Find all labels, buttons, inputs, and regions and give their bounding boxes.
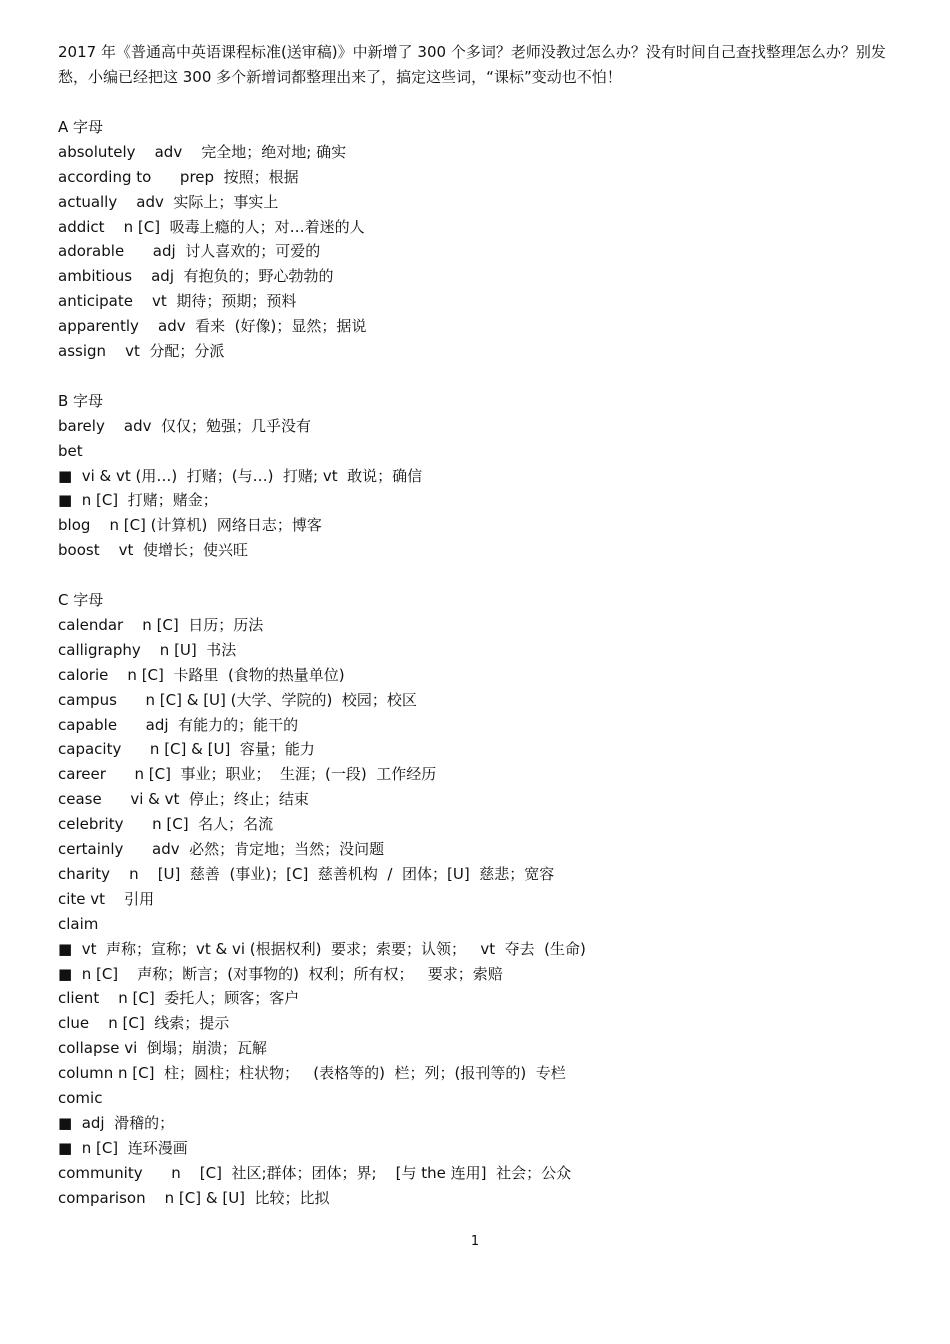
word-entry: clue n [C] 线索；提示 <box>58 1014 230 1033</box>
word-entry: absolutely adv 完全地；绝对地; 确实 <box>58 142 347 161</box>
word-entry: apparently adv 看来 (好像)；显然；据说 <box>58 317 367 336</box>
word-entry: ■ n [C] 连环漫画 <box>58 1138 188 1157</box>
word-entry: charity n [U] 慈善 (事业)；[C] 慈善机构 / 团体；[U] 慈悲；宽容 <box>58 864 555 883</box>
word-entry: calendar n [C] 日历；历法 <box>58 616 264 635</box>
page-number: 1 <box>470 1234 480 1249</box>
word-entry: anticipate vt 期待；预期；预料 <box>58 292 297 311</box>
word-entry: ■ n [C] 声称；断言；(对事物的) 权利；所有权； 要求；索赔 <box>58 964 503 983</box>
word-entry: capacity n [C] & [U] 容量；能力 <box>58 740 315 759</box>
word-entry: boost vt 使增长；使兴旺 <box>58 541 248 560</box>
section-2 <box>58 588 908 1210</box>
word-entry: ambitious adj 有抱负的；野心勃勃的 <box>58 267 334 286</box>
section-heading: B 字母 <box>58 391 104 410</box>
word-entry: cite vt 引用 <box>58 889 155 908</box>
word-entry: actually adv 实际上；事实上 <box>58 192 279 211</box>
word-entry: campus n [C] & [U] (大学、学院的) 校园；校区 <box>58 690 417 709</box>
word-entry: calorie n [C] 卡路里 (食物的热量单位) <box>58 665 345 684</box>
intro-paragraph: 2017 年《普通高中英语课程标准(送审稿)》中新增了 300 个多词？老师没教过怎么办？没有时间自己查找整理怎么办？别发愁，小编已经把这 300 多个新增词都整理出来了，搞定这些词，“课标”变动也不怕！ <box>58 43 886 86</box>
word-entry: addict n [C] 吸毒上瘾的人；对…着迷的人 <box>58 217 365 236</box>
word-entry: blog n [C] (计算机) 网络日志；博客 <box>58 516 322 535</box>
word-entry: client n [C] 委托人；顾客；客户 <box>58 989 300 1008</box>
word-entry: comparison n [C] & [U] 比较；比拟 <box>58 1188 330 1207</box>
section-0 <box>58 115 908 364</box>
word-entry: ■ vi & vt (用…) 打赌；(与…) 打赌; vt 敢说；确信 <box>58 466 423 485</box>
word-entry: ■ adj 滑稽的； <box>58 1113 175 1132</box>
word-entry: collapse vi 倒塌；崩溃；瓦解 <box>58 1039 267 1058</box>
word-entry: ■ vt 声称；宣称；vt & vi (根据权利) 要求；索要；认领； vt 夺去 (生命) <box>58 939 586 958</box>
word-entry: certainly adv 必然；肯定地；当然；没问题 <box>58 840 385 859</box>
section-heading: C 字母 <box>58 591 104 610</box>
word-entry: according to prep 按照；根据 <box>58 167 299 186</box>
word-entry: comic <box>58 1088 103 1107</box>
document-page <box>58 40 908 1210</box>
word-entry: ■ n [C] 打赌；赌金； <box>58 491 218 510</box>
word-entry: cease vi & vt 停止；终止；结束 <box>58 790 309 809</box>
word-entry: community n [C] 社区;群体；团体；界; [与 the 连用] 社会；公众 <box>58 1163 572 1182</box>
word-entry: career n [C] 事业；职业； 生涯；(一段) 工作经历 <box>58 765 437 784</box>
section-1 <box>58 389 908 563</box>
word-entry: barely adv 仅仅；勉强；几乎没有 <box>58 416 312 435</box>
sections-container <box>58 115 908 1210</box>
word-entry: adorable adj 讨人喜欢的；可爱的 <box>58 242 321 261</box>
word-entry: capable adj 有能力的；能干的 <box>58 715 299 734</box>
word-entry: calligraphy n [U] 书法 <box>58 640 237 659</box>
word-entry: claim <box>58 914 99 933</box>
section-heading: A 字母 <box>58 118 104 136</box>
word-entry: column n [C] 柱；圆柱；柱状物； (表格等的) 栏；列；(报刊等的) 专栏 <box>58 1064 566 1083</box>
word-entry: assign vt 分配；分派 <box>58 342 225 361</box>
word-entry: bet <box>58 441 83 460</box>
word-entry: celebrity n [C] 名人；名流 <box>58 815 274 834</box>
